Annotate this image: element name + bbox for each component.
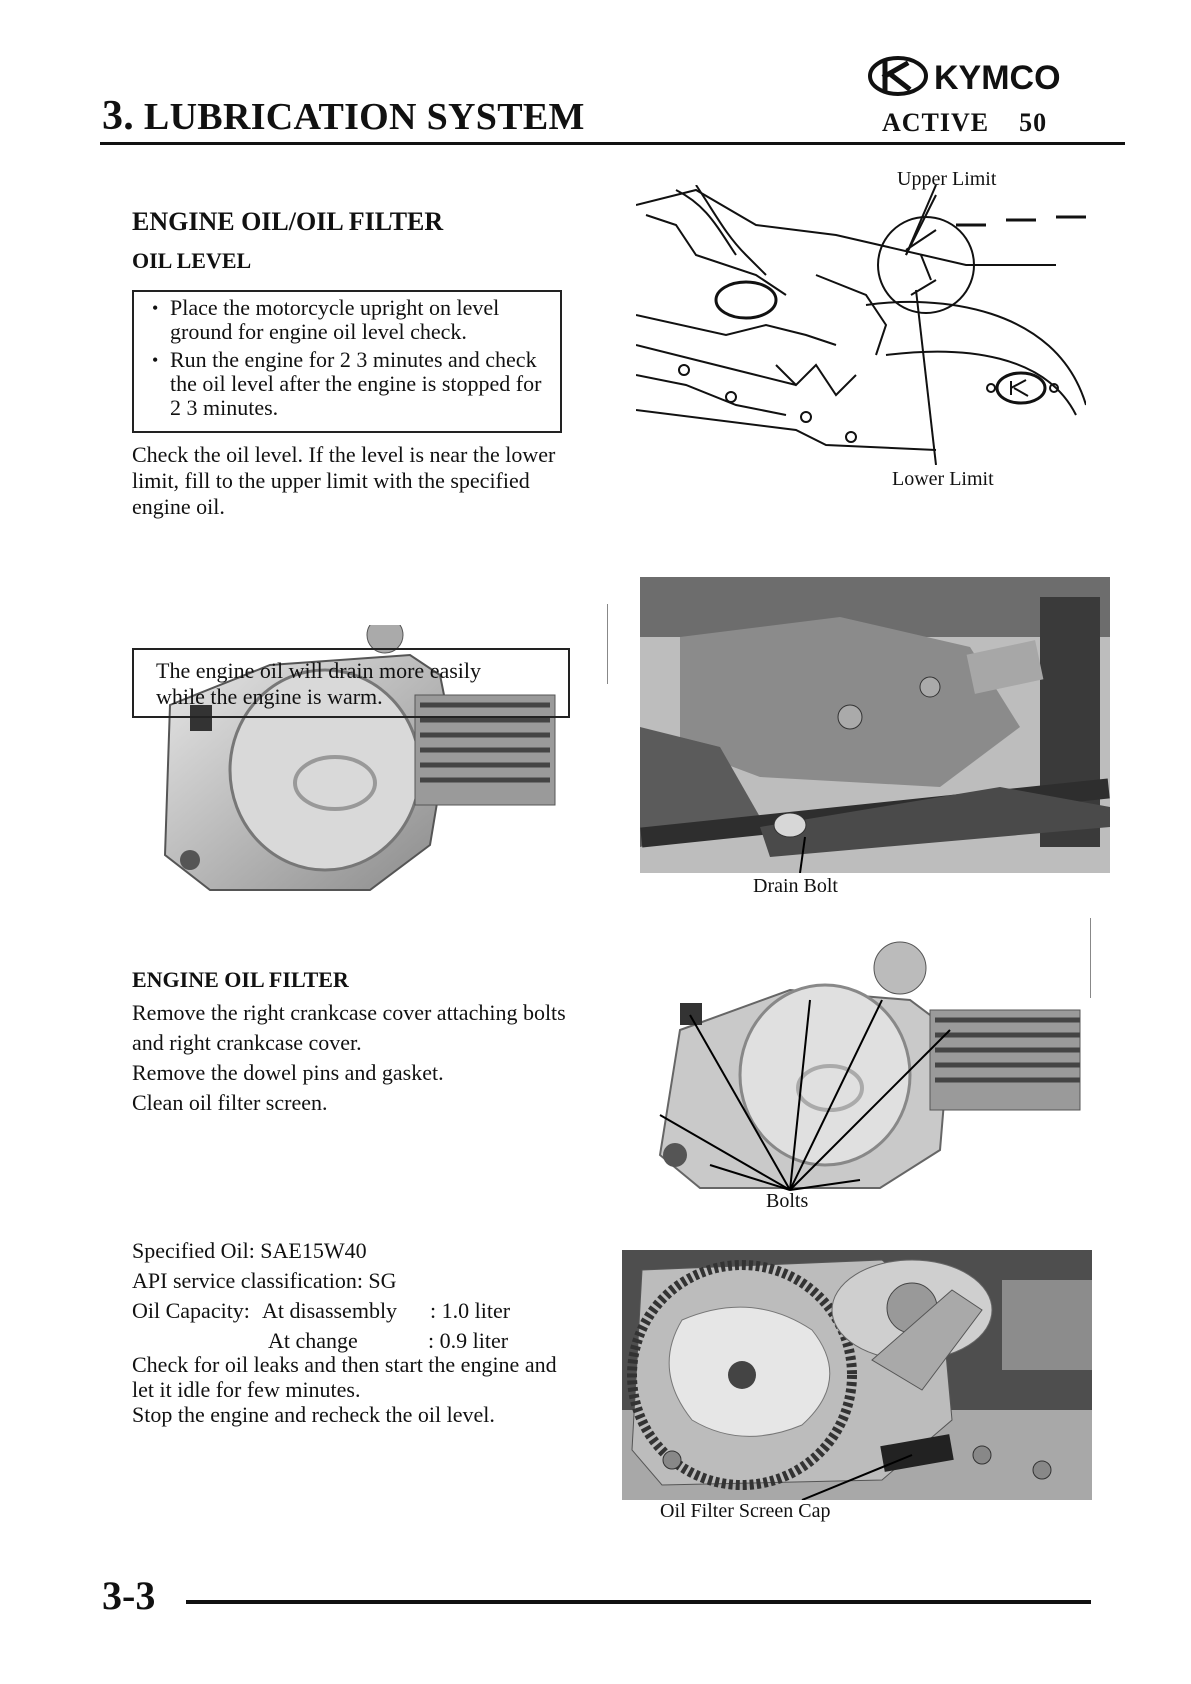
warm-engine-note — [132, 648, 570, 718]
filter-cap-label: Oil Filter Screen Cap — [660, 1500, 831, 1522]
brand-wordmark: KYMCO — [934, 59, 1061, 97]
api-classification: API service classification: SG — [132, 1268, 397, 1293]
divider — [607, 604, 608, 684]
filter-line: Clean oil filter screen. — [132, 1090, 328, 1115]
filter-line: Remove the right crankcase cover attaching bolts and right crankcase cover. — [132, 1000, 566, 1055]
page-number: 3-3 — [102, 1573, 156, 1618]
change-row — [132, 1326, 582, 1354]
bullet-item: • Run the engine for 2 3 minutes and check the oil level after the engine is stopped for 2 3 minutes. — [152, 347, 542, 420]
chapter-number: 3. — [102, 93, 135, 139]
divider — [1090, 918, 1091, 998]
disassembly-value: : 1.0 liter — [430, 1298, 511, 1323]
capacity-label: Oil Capacity: — [132, 1298, 250, 1323]
specified-oil: Specified Oil: SAE15W40 — [132, 1238, 367, 1263]
spec-block — [132, 1236, 582, 1354]
bolts-label: Bolts — [766, 1190, 809, 1212]
filter-title: ENGINE OIL FILTER — [132, 967, 349, 992]
note-text: The engine oil will drain more easily while the engine is warm. — [156, 658, 482, 709]
change-label: At change — [268, 1328, 358, 1353]
caution-box — [132, 290, 562, 433]
leak-check-paragraph — [132, 1352, 582, 1427]
kymco-logo — [868, 55, 1118, 97]
oil-capacity-row — [132, 1296, 582, 1326]
oil-filter-photo — [622, 1250, 1092, 1500]
oil-level-diagram — [636, 185, 1086, 465]
check-oil-paragraph: Check the oil level. If the level is near the lower limit, fill to the upper limit with the specified engine oil. — [132, 442, 556, 519]
drain-bolt-label: Drain Bolt — [753, 875, 838, 897]
chapter-heading — [102, 92, 585, 140]
bullet-item: • Place the motorcycle upright on level ground for engine oil level check. — [152, 295, 500, 344]
subsection-title: OIL LEVEL — [132, 248, 252, 273]
drain-bolt-photo — [640, 577, 1110, 873]
footer-rule — [186, 1600, 1091, 1604]
recheck-text: Stop the engine and recheck the oil level. — [132, 1402, 495, 1427]
filter-line: Remove the dowel pins and gasket. — [132, 1060, 444, 1085]
filter-instructions — [132, 998, 582, 1118]
change-value: : 0.9 liter — [428, 1328, 509, 1353]
bullet-text: Place the motorcycle upright on level ground for engine oil level check. — [170, 295, 500, 344]
upper-limit-label: Upper Limit — [897, 168, 997, 190]
model-name: ACTIVE 50 — [882, 108, 1048, 137]
chapter-title: LUBRICATION SYSTEM — [143, 96, 585, 138]
leak-check-text: Check for oil leaks and then start the engine and let it idle for few minutes. — [132, 1352, 557, 1402]
bullet-text: Run the engine for 2 3 minutes and check the oil level after the engine is stopped for 2 3 minutes. — [170, 347, 542, 420]
disassembly-label: At disassembly — [262, 1298, 398, 1323]
header-rule — [100, 142, 1125, 145]
section-title: ENGINE OIL/OIL FILTER — [132, 207, 444, 236]
bolts-photo — [650, 940, 1110, 1200]
lower-limit-label: Lower Limit — [892, 468, 994, 490]
